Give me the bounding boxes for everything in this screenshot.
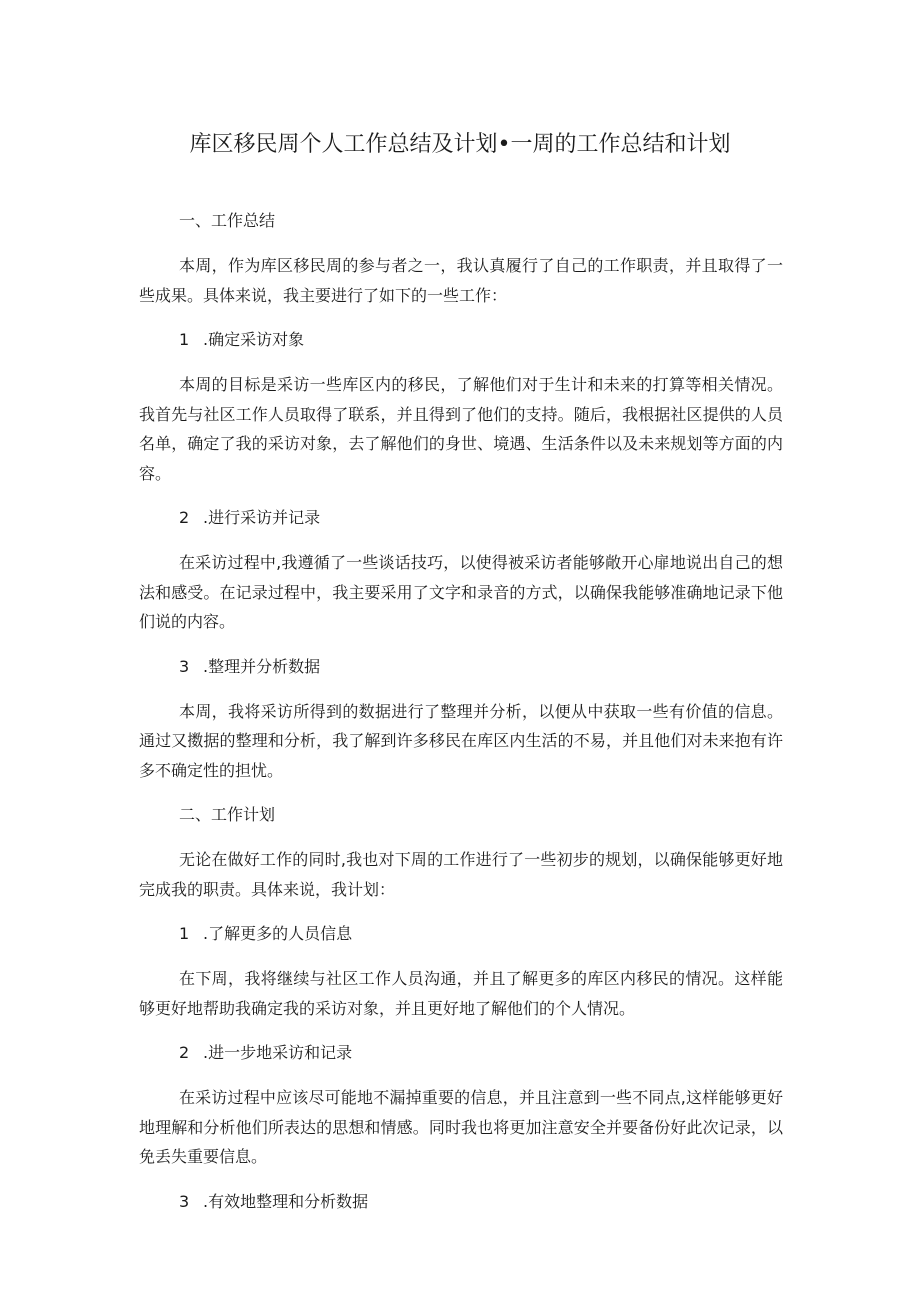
item-title: .进一步地采访和记录 (203, 1043, 353, 1062)
section-heading-plan: 二、工作计划 (179, 805, 276, 824)
item-number: 1 (179, 330, 190, 349)
plan-item-2-heading (139, 1039, 783, 1067)
item-title: .了解更多的人员信息 (203, 924, 353, 943)
item-number: 3 (179, 1191, 190, 1211)
summary-item-2-heading (139, 504, 783, 532)
plan-item-1-body: 在下周，我将继续与社区工作人员沟通，并且了解更多的库区内移民的情况。这样能够更好地帮助我确定我的采访对象，并且更好地了解他们的个人情况。 (139, 969, 783, 1018)
item-title: .有效地整理和分析数据 (203, 1191, 369, 1211)
section-heading-summary: 一、工作总结 (179, 211, 276, 230)
plan-intro: 无论在做好工作的同时,我也对下周的工作进行了一些初步的规划，以确保能够更好地完成我的职责。具体来说，我计划： (139, 850, 783, 899)
summary-item-2-body: 在采访过程中,我遵循了一些谈话技巧，以使得被采访者能够敞开心扉地说出自己的想法和感受。在记录过程中，我主要采用了文字和录音的方式，以确保我能够准确地记录下他们说的内容。 (139, 553, 783, 631)
item-title: .整理并分析数据 (203, 656, 321, 676)
document-title: 库区移民周个人工作总结及计划•一周的工作总结和计划 (189, 132, 731, 157)
item-title: .确定采访对象 (203, 330, 305, 349)
summary-item-1-heading (139, 326, 783, 354)
summary-item-1-body: 本周的目标是采访一些库区内的移民，了解他们对于生计和未来的打算等相关情况。我首先与社区工作人员取得了联系，并且得到了他们的支持。随后，我根据社区提供的人员名单，确定了我的采访对象，去了解他们的身世、境遇、生活条件以及未来规划等方面的内容。 (139, 375, 783, 483)
item-title: .进行采访并记录 (203, 508, 321, 527)
item-number: 2 (179, 1043, 190, 1062)
plan-item-3-heading (139, 1188, 783, 1216)
item-number: 2 (179, 508, 190, 527)
document-body (139, 207, 783, 1232)
plan-item-1-heading (139, 920, 783, 948)
plan-item-2-body: 在采访过程中应该尽可能地不漏掉重要的信息，并且注意到一些不同点,这样能够更好地理解和分析他们所表达的思想和情感。同时我也将更加注意安全并要备份好此次记录，以免丢失重要信息。 (139, 1088, 783, 1166)
item-number: 3 (179, 656, 190, 676)
summary-item-3-body: 本周，我将采访所得到的数据进行了整理并分析，以便从中获取一些有价值的信息。通过又擞据的整理和分析，我了解到许多移民在库区内生活的不易，并且他们对未来抱有许多不确定性的担忧。 (139, 701, 783, 780)
summary-intro: 本周，作为库区移民周的参与者之一，我认真履行了自己的工作职责，并且取得了一些成果。具体来说，我主要进行了如下的一些工作： (139, 256, 783, 305)
summary-item-3-heading (139, 653, 783, 681)
item-number: 1 (179, 924, 190, 943)
